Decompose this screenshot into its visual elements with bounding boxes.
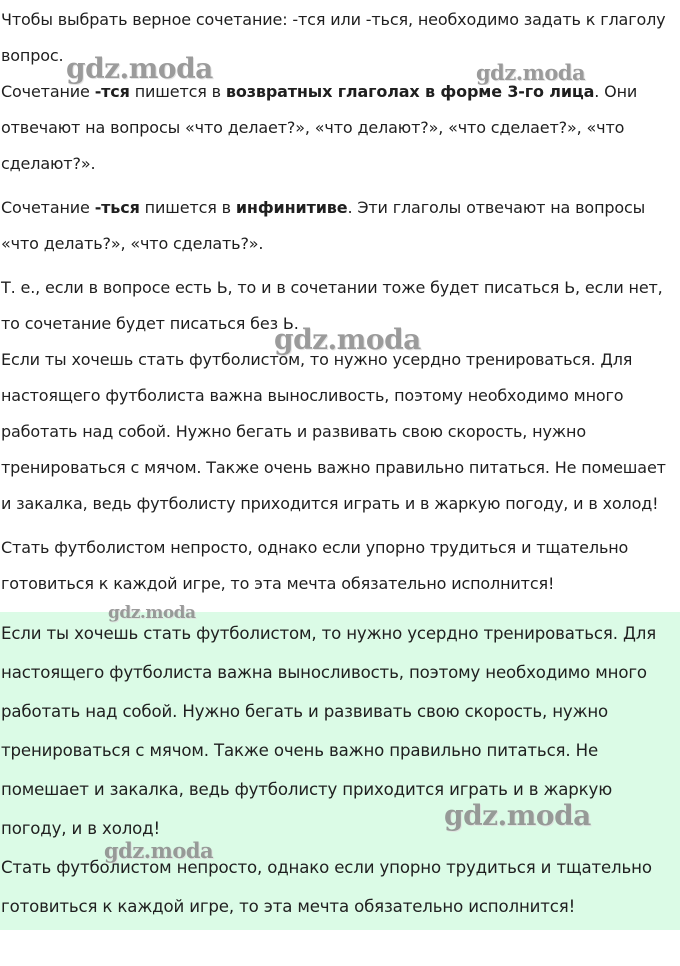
- watermark-logo: gdz.moda: [444, 799, 591, 832]
- rule-tsya-soft-text-3: . Эти глаголы отвечают на вопросы «что делать?», «что сделать?».: [1, 198, 646, 253]
- answer-paragraph-2: Стать футболистом непросто, однако если упорно трудиться и тщательно готовиться к каждой игре, то эта мечта обязательно исполнится!: [1, 858, 652, 916]
- watermark-logo: gdz.moda: [108, 603, 196, 623]
- watermark-logo: gdz.moda: [274, 323, 421, 356]
- rule-tsya-text-1: Сочетание: [1, 82, 95, 101]
- task-text-paragraph-1: Если ты хочешь стать футболистом, то нужно усердно тренироваться. Для настоящего футболиста важна выносливость, поэтому необходимо много работать над собой. Нужно бегать и развивать свою скорость, нужно тренироваться с мячом. Также очень важно правильно питаться. Не помешает и закалка, ведь футболисту приходится играть и в жаркую погоду, и в холод!: [1, 350, 666, 513]
- rule-tsya-soft-text-1: Сочетание: [1, 198, 95, 217]
- rule-tsya-text-2: пишется в: [129, 82, 226, 101]
- rule-tsya-soft-text-2: пишется в: [139, 198, 236, 217]
- watermark-logo: gdz.moda: [104, 838, 214, 863]
- rule-tsya-form: возвратных глаголах в форме 3-го лица: [225, 82, 595, 101]
- rule-tsya-text-3: . Они отвечают на вопросы «что делает?», «что делают?», «что сделает?», «что сделают?».: [1, 82, 638, 173]
- answer-paragraph-1: Если ты хочешь стать футболистом, то нужно усердно тренироваться. Для настоящего футболиста важна выносливость, поэтому необходимо много работать над собой. Нужно бегать и развивать свою скорость, нужно тренироваться с мячом. Также очень важно правильно питаться. Не помешает и закалка, ведь футболисту приходится играть и в жаркую погоду, и в холод!: [1, 624, 657, 838]
- rule-tsya-soft-suffix: -ться: [94, 198, 140, 217]
- watermark-logo: gdz.moda: [66, 52, 213, 85]
- watermark-logo: gdz.moda: [476, 60, 586, 85]
- rule-tsya-soft-paragraph: [0, 190, 680, 262]
- rule-intro-paragraph: Чтобы выбрать верное сочетание: -тся или -ться, необходимо задать к глаголу вопрос.: [1, 10, 666, 65]
- answer-box: [0, 612, 680, 930]
- rule-summary-paragraph: Т. е., если в вопросе есть Ь, то и в сочетании тоже будет писаться Ь, если нет, то сочетание будет писаться без Ь.: [1, 278, 663, 333]
- explanation-block: [0, 2, 680, 610]
- rule-tsya-suffix: -тся: [94, 82, 130, 101]
- rule-tsya-soft-form: инфинитиве: [235, 198, 348, 217]
- rule-tsya-paragraph: [0, 74, 680, 182]
- task-text-paragraph-2: Стать футболистом непросто, однако если упорно трудиться и тщательно готовиться к каждой игре, то эта мечта обязательно исполнится!: [1, 538, 629, 593]
